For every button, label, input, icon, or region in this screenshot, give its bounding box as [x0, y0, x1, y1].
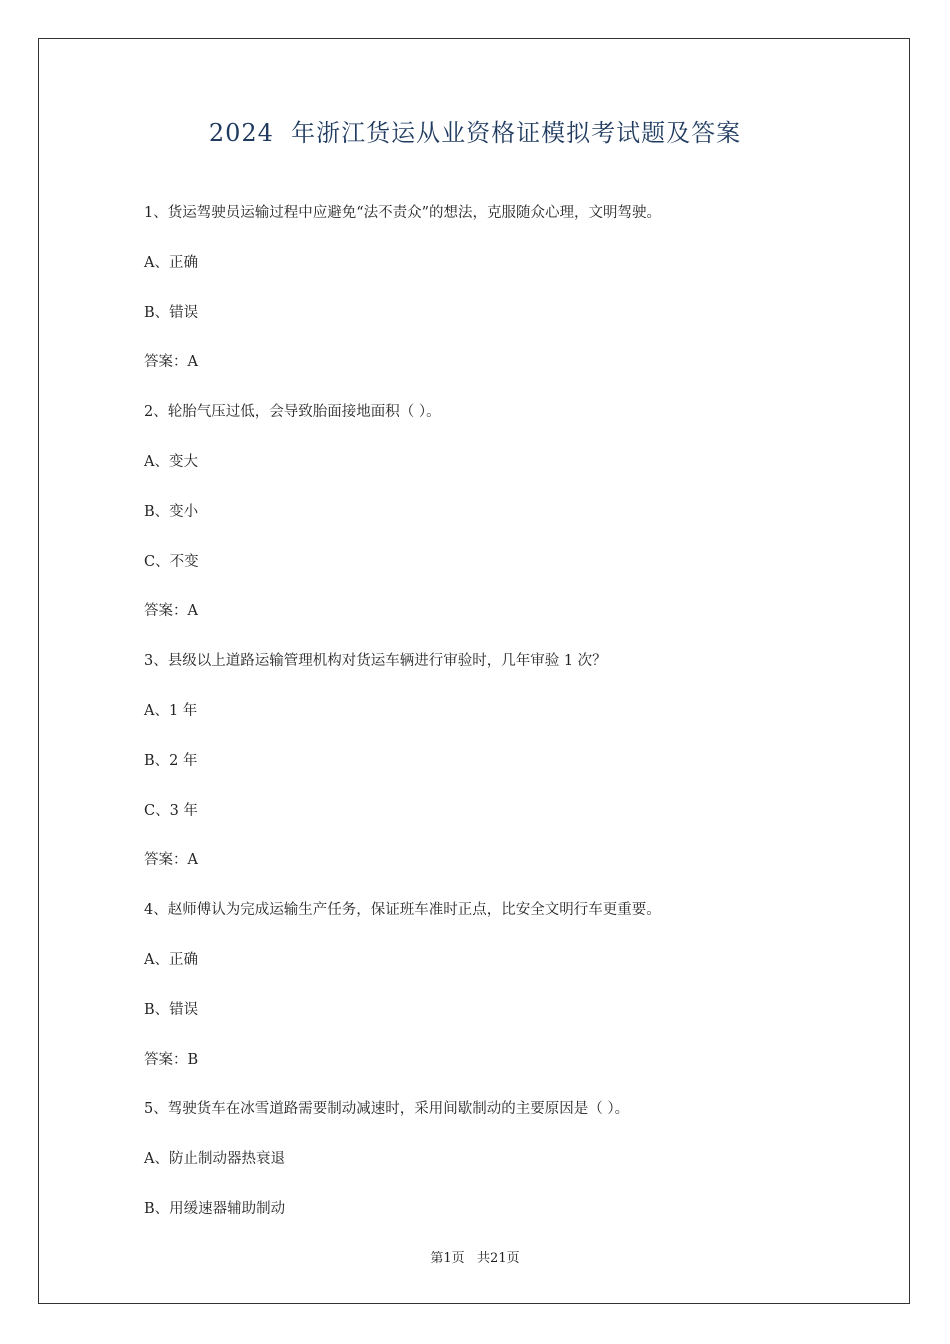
- answer-option: B、用缓速器辅助制动: [144, 1201, 286, 1217]
- answer-key: 答案：A: [144, 603, 198, 620]
- answer-option: B、变小: [144, 503, 199, 520]
- answer-option: B、错误: [144, 304, 199, 321]
- answer-option: B、2 年: [144, 752, 198, 769]
- question-text: 3、县级以上道路运输管理机构对货运车辆进行审验时，几年审验 1 次？: [144, 653, 607, 670]
- question-text: 5、驾驶货车在冰雪道路需要制动减速时，采用间歇制动的主要原因是（ ）。: [144, 1101, 630, 1118]
- answer-option: C、3 年: [144, 802, 198, 819]
- answer-option: A、防止制动器热衰退: [144, 1151, 285, 1168]
- answer-option: A、正确: [144, 952, 198, 968]
- answer-option: A、正确: [144, 254, 198, 271]
- answer-key: 答案：A: [144, 852, 198, 869]
- answer-option: C、不变: [144, 553, 199, 570]
- document-title: 2024 年浙江货运从业资格证模拟考试题及答案: [208, 119, 742, 147]
- question-text: 1、货运驾驶员运输过程中应避免“法不责众”的想法，克服随众心理，文明驾驶。: [144, 205, 662, 221]
- answer-option: A、1 年: [144, 703, 198, 719]
- question-text: 4、赵师傅认为完成运输生产任务，保证班车准时正点，比安全文明行车更重要。: [144, 902, 661, 919]
- page-number-footer: 第1页 共21页: [430, 1251, 520, 1266]
- answer-option: B、错误: [144, 1001, 199, 1018]
- answer-option: A、变大: [144, 454, 198, 470]
- answer-key: 答案：A: [144, 354, 198, 371]
- answer-key: 答案：B: [144, 1051, 199, 1068]
- question-text: 2、轮胎气压过低，会导致胎面接地面积（ ）。: [144, 404, 441, 421]
